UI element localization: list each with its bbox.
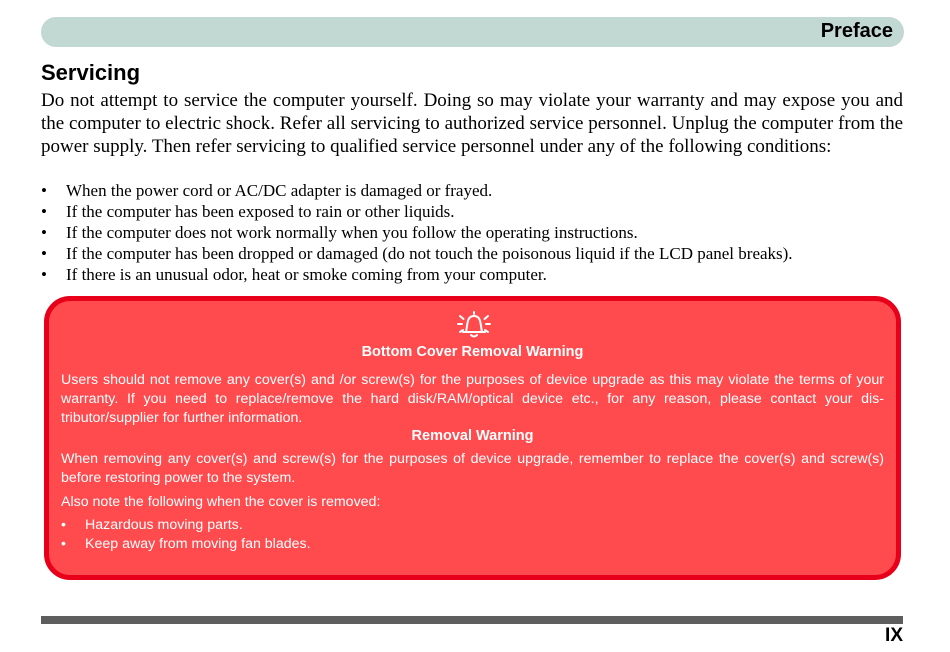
intro-paragraph: Do not attempt to service the computer yourself. Doing so may violate your warranty and may expose you and the computer to electric shock. Refer all servicing to authorized service personnel. Unplug the computer from the power supply. Then refer servicing to qualified service personnel under any of the following conditions: — [41, 90, 903, 157]
warning-subtitle: Removal Warning — [411, 428, 534, 444]
list-item-text: If the computer has been dropped or damaged (do not touch the poisonous liquid if the LCD panel breaks). — [66, 244, 793, 263]
bullet-icon: • — [41, 223, 47, 242]
list-item-text: Hazardous moving parts. — [85, 517, 243, 533]
warning-text-2: When removing any cover(s) and screw(s) for the purposes of device upgrade, remember to replace the cover(s) and screw(s) before restoring power to the system. — [61, 451, 884, 486]
bullet-icon: • — [41, 265, 47, 284]
list-item — [41, 201, 903, 222]
warning-box — [44, 296, 901, 580]
footer-rule — [41, 616, 903, 624]
list-item — [41, 264, 903, 285]
warning-list — [61, 516, 884, 554]
list-item — [41, 222, 903, 243]
bullet-icon: • — [41, 244, 47, 263]
list-item — [41, 243, 903, 264]
list-item — [41, 180, 903, 201]
bullet-icon: • — [61, 536, 66, 552]
page-number: IX — [885, 625, 903, 646]
list-item-text: If the computer has been exposed to rain or other liquids. — [66, 202, 455, 221]
bullet-icon: • — [41, 181, 47, 200]
alarm-bell-icon — [456, 311, 492, 339]
warning-title: Bottom Cover Removal Warning — [361, 344, 584, 360]
header-title: Preface — [820, 20, 893, 42]
bullet-icon: • — [61, 517, 66, 533]
bullet-icon: • — [41, 202, 47, 221]
list-item-text: If the computer does not work normally when you follow the operating instructions. — [66, 223, 638, 242]
warning-note: Also note the following when the cover is removed: — [61, 494, 381, 510]
list-item — [61, 535, 884, 554]
section-heading: Servicing — [41, 60, 141, 85]
list-item-text: Keep away from moving fan blades. — [85, 536, 311, 552]
header-bar — [41, 17, 904, 47]
list-item-text: If there is an unusual odor, heat or smoke coming from your computer. — [66, 265, 547, 284]
list-item — [61, 516, 884, 535]
conditions-list — [41, 180, 903, 285]
list-item-text: When the power cord or AC/DC adapter is damaged or frayed. — [66, 181, 493, 200]
warning-text: Users should not remove any cover(s) and /or screw(s) for the purposes of device upgrade as this may violate the terms of your warranty. If you need to replace/remove the hard disk/RAM/optical device etc., for any reason, please contact your distributor/supplier for further information. — [61, 372, 884, 426]
